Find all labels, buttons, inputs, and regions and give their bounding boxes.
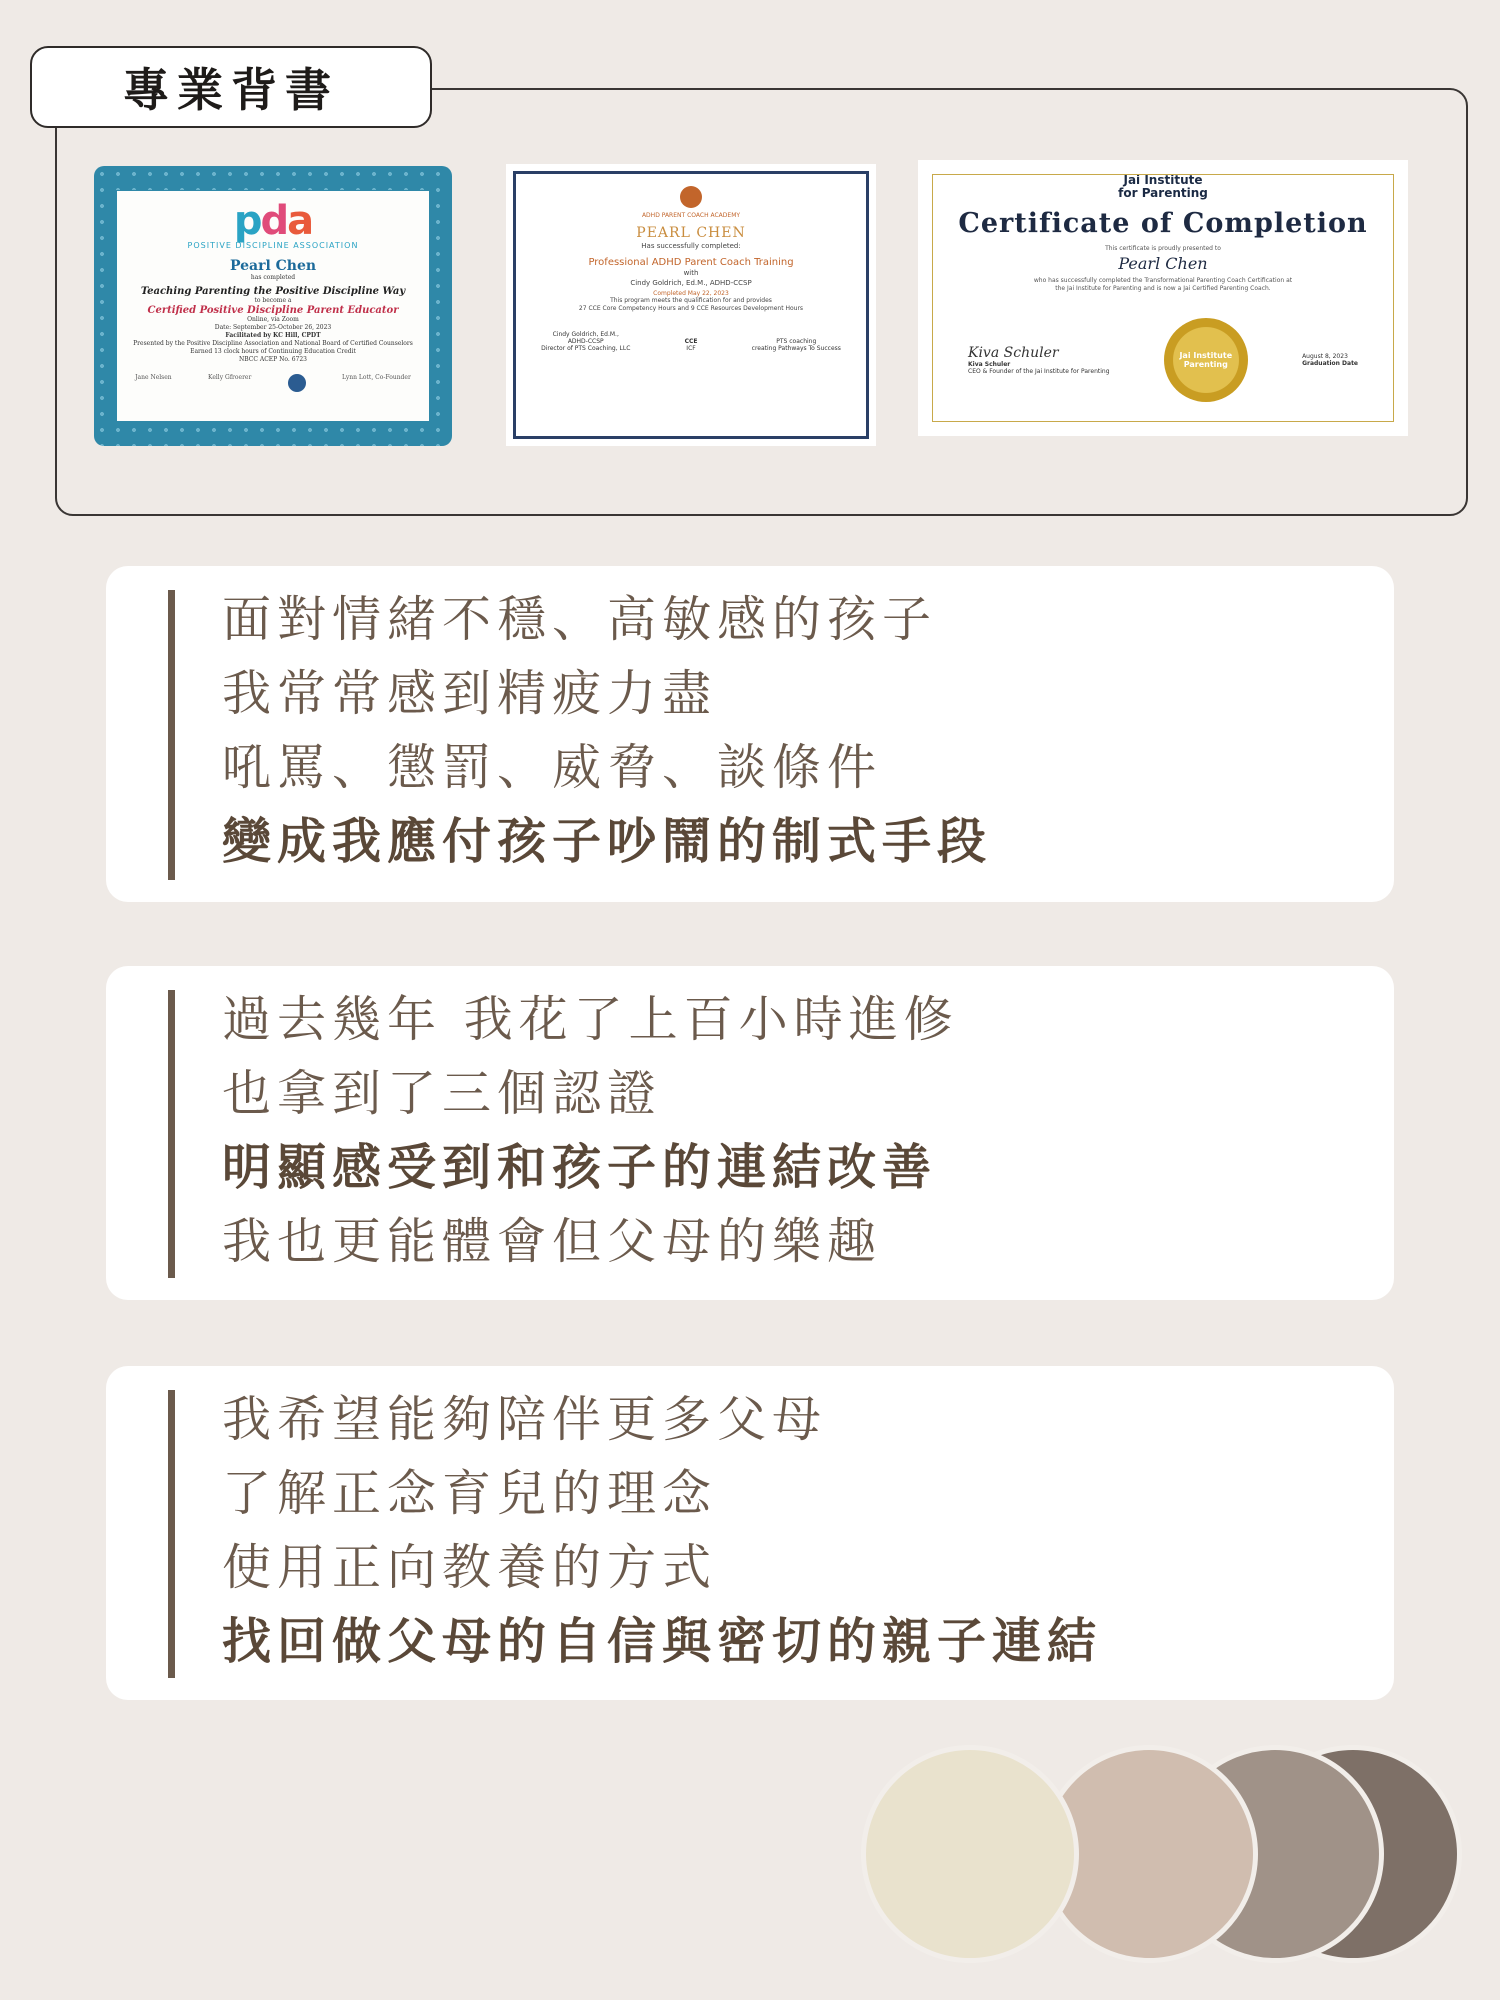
jai-logo: Jai Institute for Parenting xyxy=(1118,173,1208,200)
pda-logo: pda xyxy=(233,198,313,244)
section-title-tab xyxy=(30,46,432,128)
cce-logo: CCE ICF xyxy=(684,338,698,352)
card-accent-bar xyxy=(168,990,175,1278)
certificate-pda: pda POSITIVE DISCIPLINE ASSOCIATION Pearl Chen has completed Teaching Parenting the Positive Discipline Way to become a Certified Positive Discipline Parent Educator Online, via Zoom Date: September 25-October 26, 2023 Facilitated by KC Hill, CPDT Presented by the Positive Discipline Association and National Board of Certified Counselors Earned 13 clock hours of Continuing Education Credit NBCC ACEP No. 6723 Jane Nelsen Kelly Gfroerer Lynn Lott, Co-Founder xyxy=(94,166,452,446)
palette-circle-1 xyxy=(861,1745,1079,1963)
adhd-recipient: PEARL CHEN xyxy=(636,225,746,241)
adhd-course: Professional ADHD Parent Coach Training xyxy=(588,257,794,268)
certificate-jai: Jai Institute for Parenting Certificate of Completion This certificate is proudly presented to Pearl Chen who has successfully completed the Transformational Parenting Coach Certification at the Jai Institute for Parenting and is now a Jai Certified Parenting Coach. Kiva Schuler Kiva Schuler CEO & Founder of the Jai Institute for Parenting Jai Institute Parenting August 8, 2023 Graduation Date xyxy=(918,160,1408,436)
pda-logo-sub: POSITIVE DISCIPLINE ASSOCIATION xyxy=(187,241,359,250)
adhd-academy-logo-icon xyxy=(680,186,702,208)
card-3-line-1: 我希望能夠陪伴更多父母 xyxy=(222,1391,828,1448)
pda-seal-icon xyxy=(288,374,306,392)
card-accent-bar xyxy=(168,590,175,880)
jai-title: Certificate of Completion xyxy=(958,208,1368,239)
adhd-signature: Cindy Goldrich, Ed.M., ADHD-CCSP Director of PTS Coaching, LLC xyxy=(541,331,631,352)
card-1-line-4: 變成我應付孩子吵鬧的制式手段 xyxy=(222,813,993,870)
card-2-line-2: 也拿到了三個認證 xyxy=(222,1065,663,1122)
story-card-1 xyxy=(106,566,1394,902)
jai-signature: Kiva Schuler Kiva Schuler CEO & Founder of the Jai Institute for Parenting xyxy=(968,345,1110,375)
jai-recipient: Pearl Chen xyxy=(1118,254,1208,273)
section-title: 專業背書 xyxy=(123,63,339,117)
card-3-line-4: 找回做父母的自信與密切的親子連結 xyxy=(222,1613,1103,1670)
card-1-line-3: 吼罵、懲罰、威脅、談條件 xyxy=(222,739,883,796)
card-1-line-2: 我常常感到精疲力盡 xyxy=(222,665,718,722)
story-card-2 xyxy=(106,966,1394,1300)
pda-signatures: Jane Nelsen Kelly Gfroerer Lynn Lott, Co-Founder xyxy=(117,374,429,392)
card-2-line-3: 明顯感受到和孩子的連結改善 xyxy=(222,1139,938,1196)
card-1-line-1: 面對情緒不穩、高敏感的孩子 xyxy=(222,591,938,648)
card-2-line-4: 我也更能體會但父母的樂趣 xyxy=(222,1213,883,1270)
pts-logo: PTS coaching creating Pathways To Success xyxy=(751,338,841,352)
card-3-line-2: 了解正念育兒的理念 xyxy=(222,1465,718,1522)
card-3-line-3: 使用正向教養的方式 xyxy=(222,1539,718,1596)
pda-course: Teaching Parenting the Positive Discipline Way xyxy=(140,286,406,297)
card-accent-bar xyxy=(168,1390,175,1678)
card-2-line-1: 過去幾年 我花了上百小時進修 xyxy=(222,991,959,1048)
certificate-adhd: ADHD PARENT COACH ACADEMY PEARL CHEN Has successfully completed: Professional ADHD Parent Coach Training with Cindy Goldrich, Ed.M., ADHD-CCSP Completed May 22, 2023 This program meets the qualification for and provides 27 CCE Core Competency Hours and 9 CCE Resources Development Hours Cindy Goldrich, Ed.M., ADHD-CCSP Director of PTS Coaching, LLC CCE ICF PTS coaching creating Pathways To Success xyxy=(506,164,876,446)
pda-certification: Certified Positive Discipline Parent Educator xyxy=(147,305,399,316)
jai-seal-icon: Jai Institute Parenting xyxy=(1164,318,1248,402)
jai-date: August 8, 2023 Graduation Date xyxy=(1302,353,1358,367)
story-card-3 xyxy=(106,1366,1394,1700)
pda-recipient: Pearl Chen xyxy=(229,258,317,274)
